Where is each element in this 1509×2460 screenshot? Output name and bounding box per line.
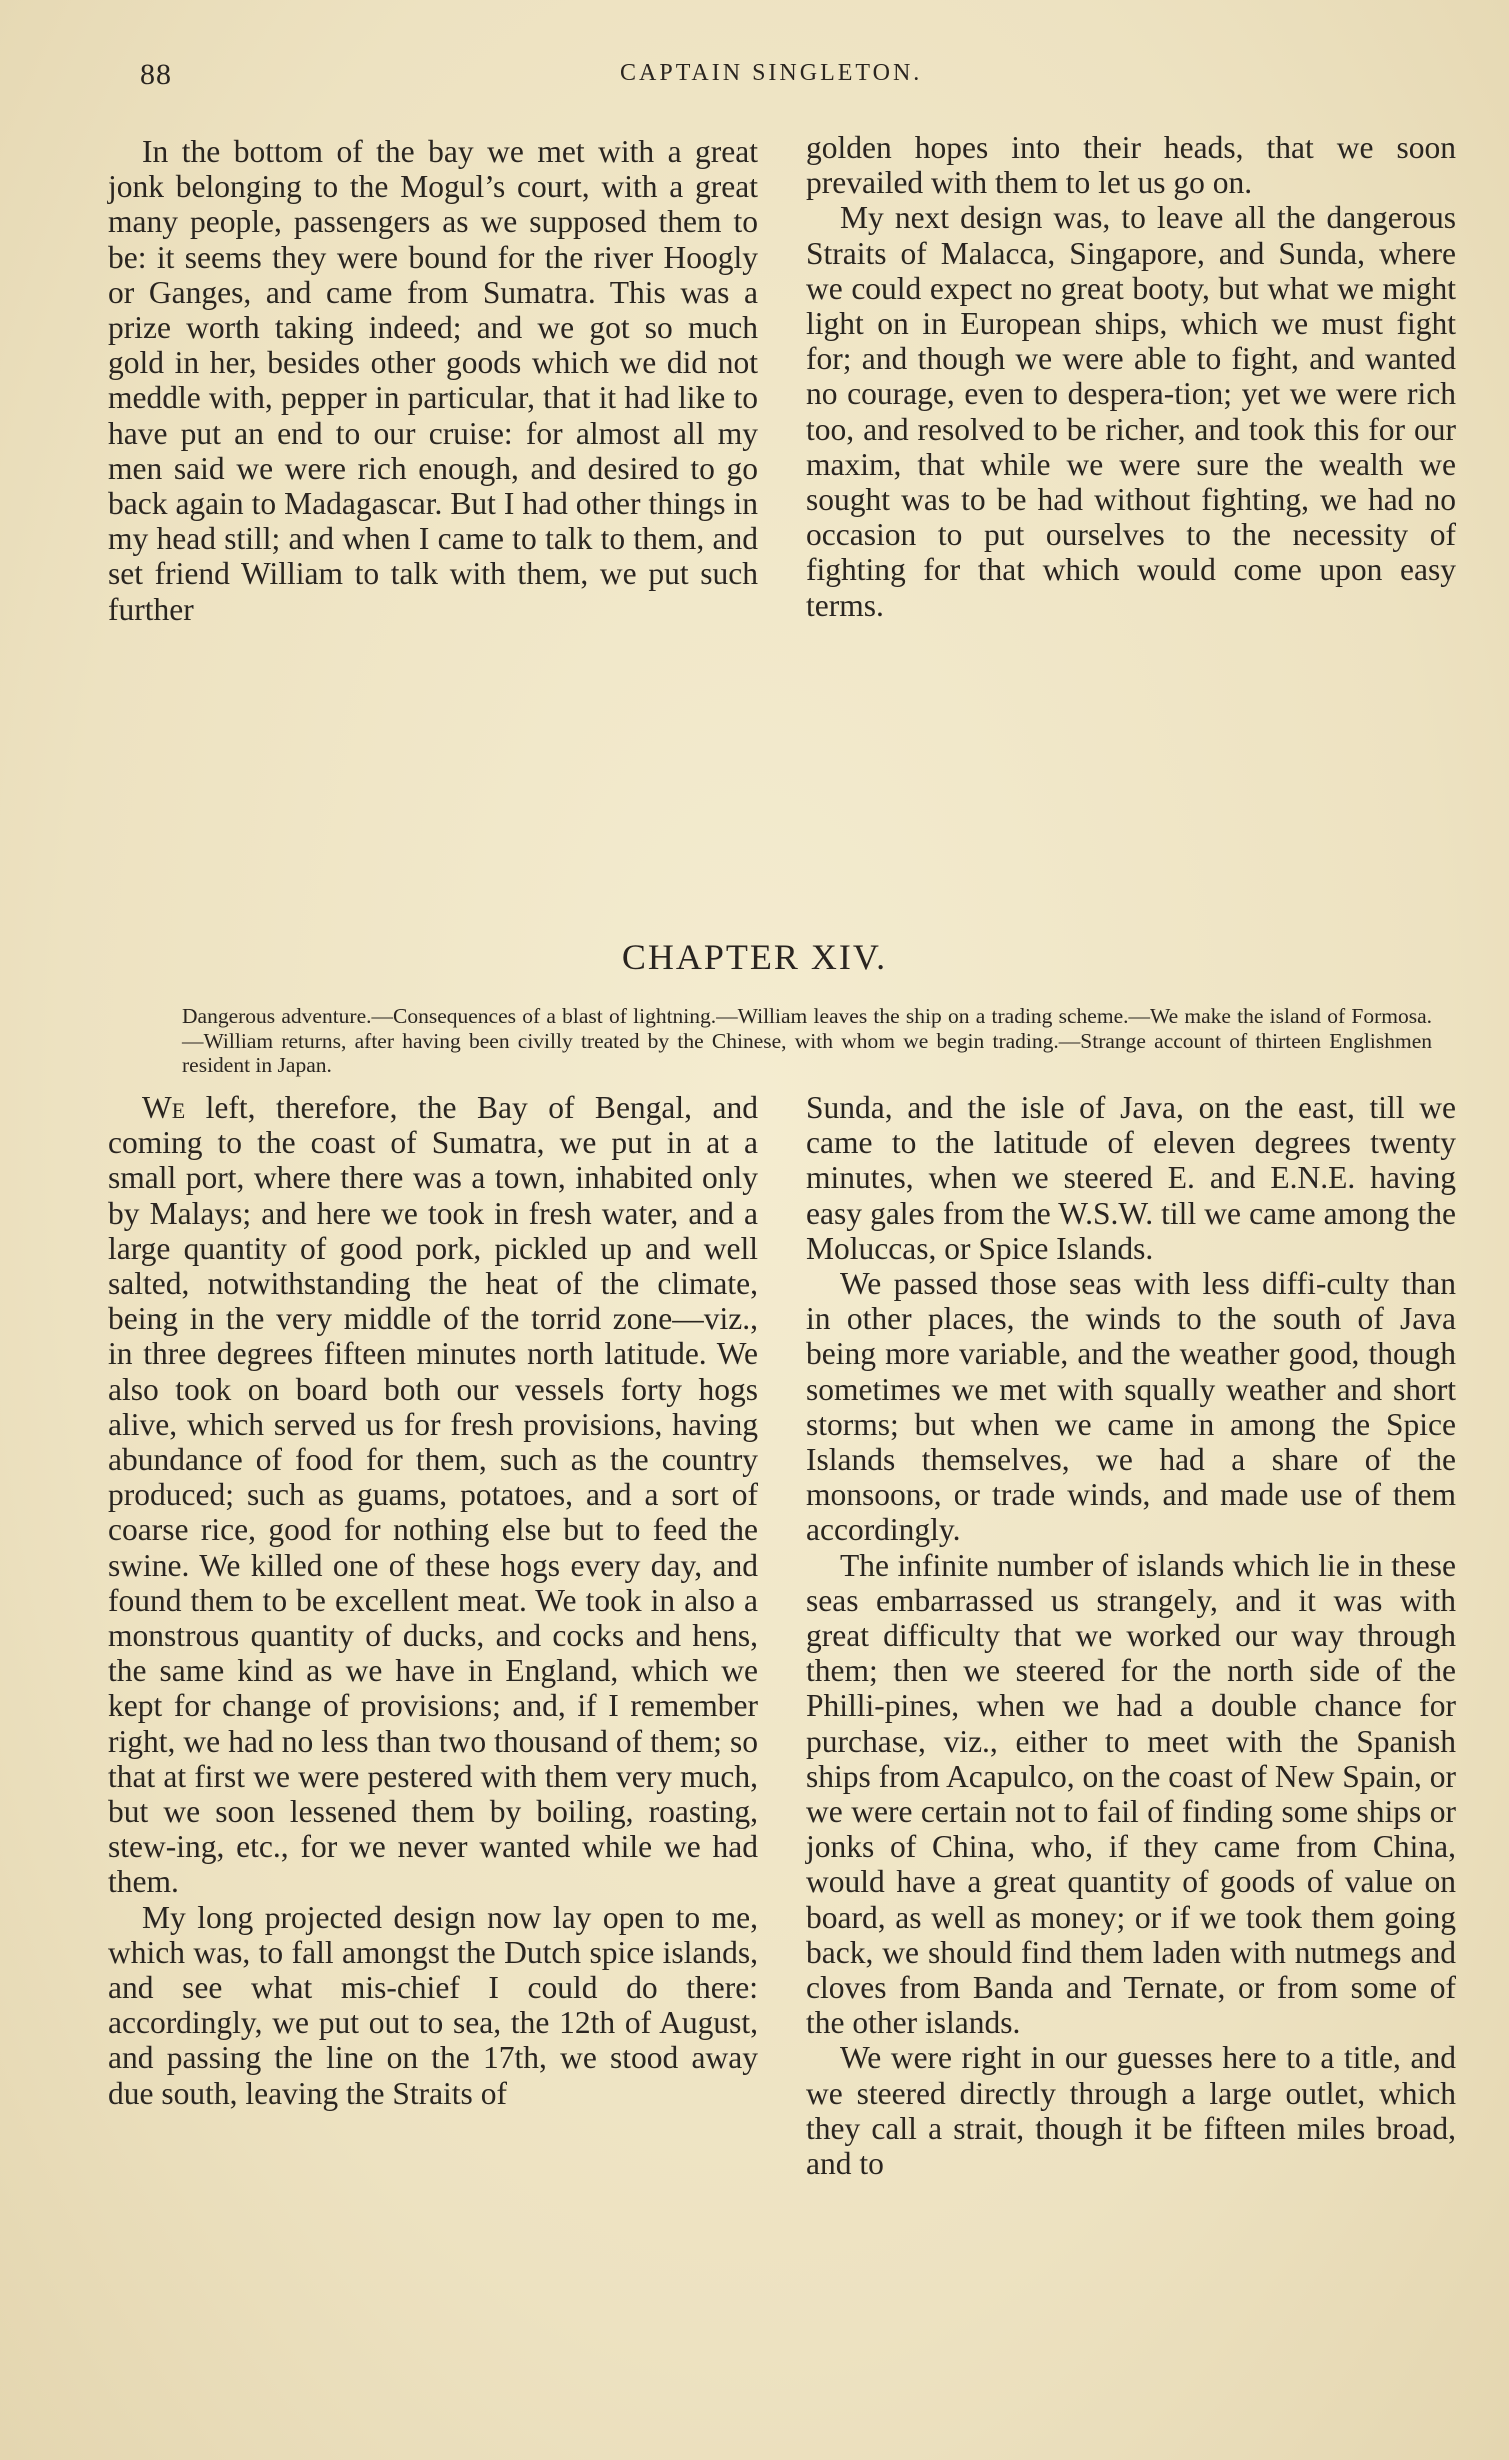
drop-word: We (142, 1090, 186, 1125)
chapter-heading: CHAPTER XIV. (621, 937, 888, 977)
paragraph: The infinite number of islands which lie in these seas embarrassed us strangely, and it was with great difficulty that we worked our way through them; then we steered for the north side of the Philli-pines, when we had a double chance for purchase, viz., either to meet with the Spanish ships from Acapulco, on the coast of New Spain, or we were certain not to fail of finding some ships or jonks of China, who, if they came from China, would have a great quantity of goods of value on board, as well as money; or if we took them going back, we should find them laden with nutmegs and cloves from Banda and Ternate, or from some of the other islands. (806, 1547, 1456, 2041)
paragraph: My long projected design now lay open to me, which was, to fall amongst the Dutch spice islands, and see what mis-chief I could do there: accordingly, we put out to sea, the 12th of August, and passing the line on the 17th, we stood away due south, leaving the Straits of (108, 1899, 758, 2111)
paragraph (108, 1090, 758, 1900)
running-head (140, 58, 1390, 98)
top-right-column (806, 130, 1456, 623)
paragraph: golden hopes into their heads, that we soon prevailed with them to let us go on. (806, 130, 1456, 201)
bottom-left-column (108, 1090, 758, 2111)
page-number: 88 (140, 58, 172, 91)
paragraph: In the bottom of the bay we met with a great jonk belonging to the Mogul’s court, with a great many people, passengers as we supposed them to be: it seems they were bound for the river Hoogly or Ganges, and came from Sumatra. This was a prize worth taking indeed; and we got so much gold in her, besides other goods which we did not meddle with, pepper in particular, that it had like to have put an end to our cruise: for almost all my men said we were rich enough, and desired to go back again to Madagascar. But I had other things in my head still; and when I came to talk to them, and set friend William to talk with them, we put such further (108, 134, 758, 627)
top-left-column (108, 134, 758, 627)
paragraph: My next design was, to leave all the dangerous Straits of Malacca, Singapore, and Sunda, where we could expect no great booty, but what we might light on in European ships, which we must fight for; and though we were able to fight, and wanted no courage, even to despera-tion; yet we were rich too, and resolved to be richer, and took this for our maxim, that while we were sure the wealth we sought was to be had without fighting, we had no occasion to put ourselves to the necessity of fighting for that which would come upon easy terms. (806, 200, 1456, 623)
paragraph: We passed those seas with less diffi-culty than in other places, the winds to the south of Java being more variable, and the weather good, though sometimes we met with squally weather and short storms; but when we came in among the Spice Islands themselves, we had a share of the monsoons, or trade winds, and made use of them accordingly. (806, 1266, 1456, 1548)
paragraph: Sunda, and the isle of Java, on the east, till we came to the latitude of eleven degrees twenty minutes, when we steered E. and E.N.E. having easy gales from the W.S.W. till we came among the Moluccas, or Spice Islands. (806, 1090, 1456, 1266)
chapter-summary: Dangerous adventure.—Consequences of a blast of lightning.—William leaves the ship on a trading scheme.—We make the island of Formosa.—William returns, after having been civilly treated by the Chinese, with whom we begin trading.—Strange account of thirteen Englishmen resident in Japan. (182, 1004, 1432, 1077)
bottom-right-column (806, 1090, 1456, 2181)
paragraph: We were right in our guesses here to a title, and we steered directly through a large outlet, which they call a strait, though it be fifteen miles broad, and to (806, 2040, 1456, 2182)
running-title: CAPTAIN SINGLETON. (620, 60, 923, 86)
paragraph-text: left, therefore, the Bay of Bengal, and coming to the coast of Sumatra, we put in at a small port, where there was a town, inhabited only by Malays; and here we took in fresh water, and a large quantity of good pork, pickled up and well salted, notwithstanding the heat of the climate, being in the very middle of the torrid zone—viz., in three degrees fifteen minutes north latitude. We also took on board both our vessels forty hogs alive, which served us for fresh provisions, having abundance of food for them, such as the country produced; such as guams, potatoes, and a sort of coarse rice, good for nothing else but to feed the swine. We killed one of these hogs every day, and found them to be excellent meat. We took in also a monstrous quantity of ducks, and cocks and hens, the same kind as we have in England, which we kept for change of provisions; and, if I remember right, we had no less than two thousand of them; so that at first we were pestered with them very much, but we soon lessened them by boiling, roasting, stew-ing, etc., for we never wanted while we had them. (108, 1090, 758, 1900)
